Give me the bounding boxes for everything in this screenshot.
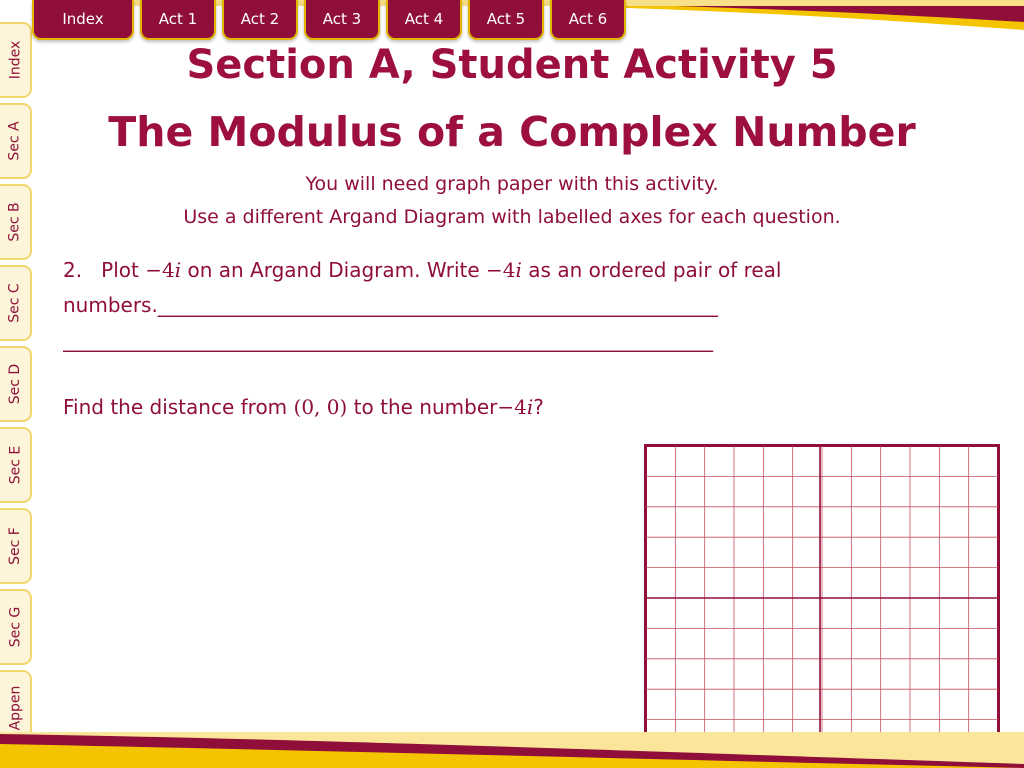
tab-act-3[interactable]: Act 3 (304, 0, 380, 40)
side-tab-sec-g[interactable] (0, 589, 32, 665)
side-tab-sec-f[interactable] (0, 508, 32, 584)
side-tab-label: Sec C (7, 283, 23, 323)
question-plot-word: Plot (101, 258, 139, 282)
tab-act-6[interactable]: Act 6 (550, 0, 626, 40)
tab-act-1[interactable]: Act 1 (140, 0, 216, 40)
bottom-decorative-band (0, 724, 1024, 768)
page-subtitle: The Modulus of a Complex Number (108, 108, 916, 156)
answer-line: numbers.________________________________________________________ (63, 293, 718, 317)
tab-index[interactable]: Index (32, 0, 134, 40)
top-navigation (32, 0, 626, 44)
graph-paper-icon (644, 444, 1000, 752)
side-tab-label: Sec E (7, 445, 23, 485)
find-text-a: Find the distance from (63, 395, 288, 419)
tab-act-4[interactable]: Act 4 (386, 0, 462, 40)
side-navigation (0, 0, 32, 768)
side-tab-sec-c[interactable] (0, 265, 32, 341)
answer-blank-line: _________________________________________________________________ (63, 328, 713, 352)
side-tab-sec-a[interactable] (0, 103, 32, 179)
instruction-line-2: Use a different Argand Diagram with labelled axes for each question. (183, 206, 841, 228)
question-number: 2. (63, 258, 83, 282)
question-mark: ? (533, 395, 544, 419)
question-text-b: as an ordered pair of real (528, 258, 782, 282)
side-tab-sec-d[interactable] (0, 346, 32, 422)
tab-act-2[interactable]: Act 2 (222, 0, 298, 40)
side-tab-sec-e[interactable] (0, 427, 32, 503)
side-tab-label: Index (7, 40, 24, 80)
side-tab-label: Sec A (7, 121, 24, 161)
side-tab-label: Sec G (7, 606, 23, 648)
page-title: Section A, Student Activity 5 (186, 42, 838, 88)
complex-number-expr: −4𝑖 (145, 258, 182, 282)
side-tab-label: Sec B (7, 202, 24, 242)
find-text-b: to the number (353, 395, 498, 419)
origin-coordinates: (0, 0) (293, 395, 348, 419)
side-tab-label: Sec F (7, 527, 24, 565)
side-tab-label: Sec D (7, 363, 23, 405)
complex-number-expr: −4𝑖 (497, 395, 534, 419)
instruction-line-1: You will need graph paper with this activity. (305, 173, 719, 195)
side-tab-index[interactable] (0, 22, 32, 98)
tab-act-5[interactable]: Act 5 (468, 0, 544, 40)
question-text-a: on an Argand Diagram. Write (187, 258, 480, 282)
complex-number-expr: −4𝑖 (486, 258, 522, 282)
distance-question (63, 390, 963, 424)
question-line (63, 253, 963, 287)
side-tab-label: Appen (7, 685, 23, 731)
side-tab-sec-b[interactable] (0, 184, 32, 260)
